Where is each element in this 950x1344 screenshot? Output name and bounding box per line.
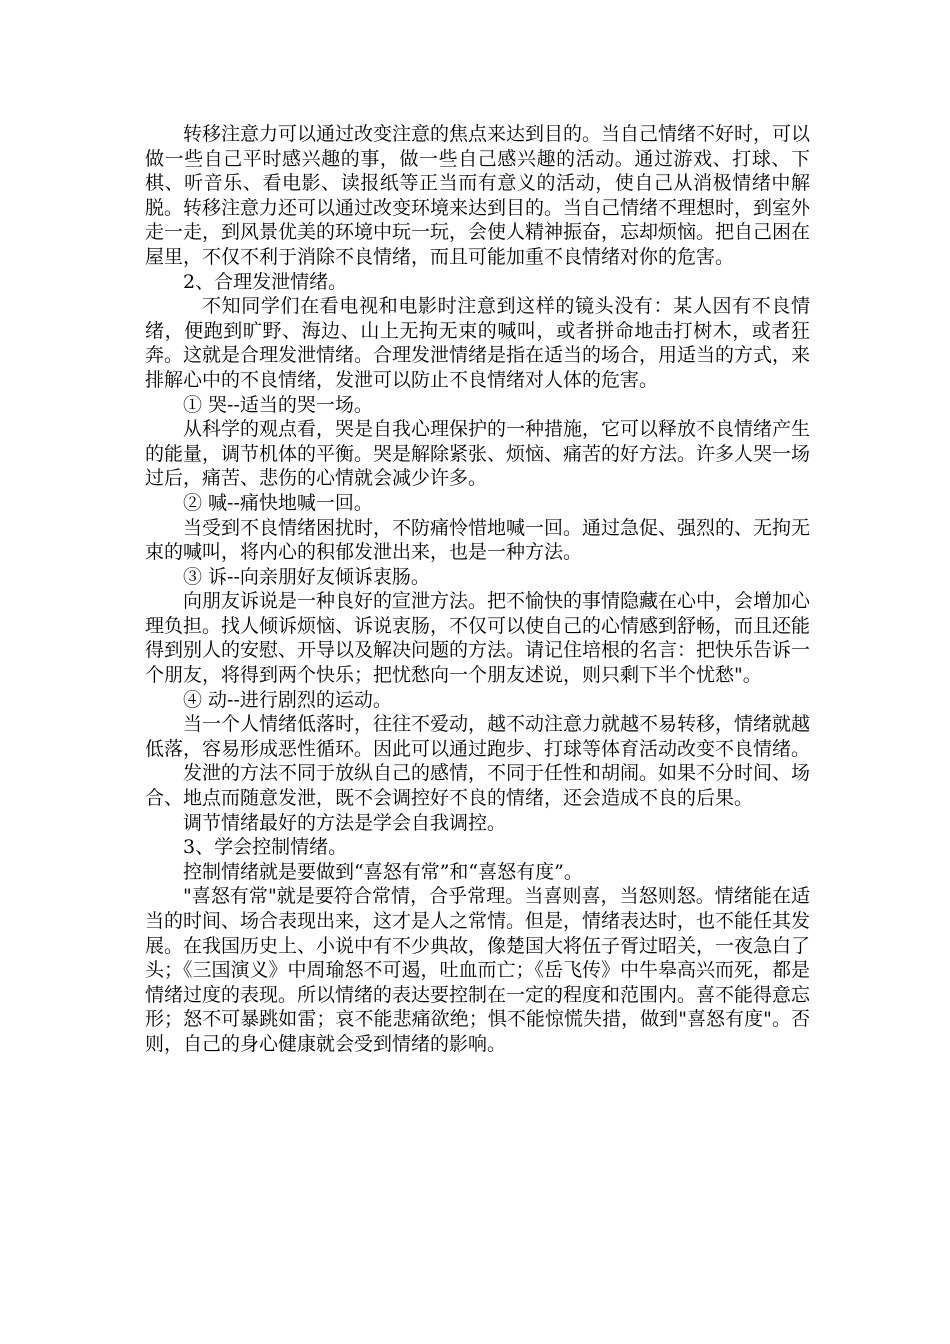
paragraph-attention-shift: 转移注意力可以通过改变注意的焦点来达到目的。当自己情绪不好时，可以做一些自己平时感兴趣的事，做一些自己感兴趣的活动。通过游戏、打球、下棋、听音乐、看电影、读报纸等正当而有意义的活动，使自己从消极情绪中解脱。转移注意力还可以通过改变环境来达到目的。当自己情绪不理想时，到室外走一走，到风景优美的环境中玩一玩，会使人精神振奋，忘却烦恼。把自己困在屋里，不仅不利于消除不良情绪，而且可能加重不良情绪对你的危害。: [145, 123, 811, 268]
list-item-exercise: ④ 动--进行剧烈的运动。: [183, 688, 392, 711]
list-item-confide: ③ 诉--向亲朋好友倾诉衷肠。: [183, 565, 430, 588]
paragraph-exercise: 当一个人情绪低落时，往往不爱动，越不动注意力就越不易转移，情绪就越低落，容易形成恶性循环。因此可以通过跑步、打球等体育活动改变不良情绪。: [145, 713, 811, 760]
paragraph-vent-intro: 不知同学们在看电视和电影时注意到这样的镜头没有：某人因有不良情绪，便跑到旷野、海边、山上无拘无束的喊叫，或者拼命地击打树木，或者狂奔。这就是合理发泄情绪。合理发泄情绪是指在适当的场合，用适当的方式，来排解心中的不良情绪，发泄可以防止不良情绪对人体的危害。: [145, 295, 811, 391]
section-heading-control: 3、学会控制情绪。: [183, 836, 348, 859]
paragraph-self-regulation: 调节情绪最好的方法是学会自我调控。: [183, 811, 507, 834]
section-heading-vent: 2、合理发泄情绪。: [183, 270, 348, 293]
paragraph-control-detail: "喜怒有常"就是要符合常情，合乎常理。当喜则喜，当怒则怒。情绪能在适当的时间、场合表现出来，这才是人之常情。但是，情绪表达时，也不能任其发展。在我国历史上、小说中有不少典故，像楚国大将伍子胥过昭关，一夜急白了头；《三国演义》中周瑜怒不可遏，吐血而亡；《岳飞传》中牛皋高兴而死，都是情绪过度的表现。所以情绪的表达要控制在一定的程度和范围内。喜不能得意忘形；怒不可暴跳如雷；哀不能悲痛欲绝；惧不能惊慌失措，做到"喜怒有度"。否则，自己的身心健康就会受到情绪的影响。: [145, 885, 811, 1055]
paragraph-confide: 向朋友诉说是一种良好的宣泄方法。把不愉快的事情隐藏在心中，会增加心理负担。找人倾诉烦恼、诉说衷肠，不仅可以使自己的心情感到舒畅，而且还能得到别人的安慰、开导以及解决问题的方法。请记住培根的名言：把快乐告诉一个朋友，将得到两个快乐；把忧愁向一个朋友述说，则只剩下半个忧愁"。: [145, 590, 811, 687]
document-body: [145, 122, 810, 1057]
paragraph-vent-caution: 发泄的方法不同于放纵自己的感情，不同于任性和胡闹。如果不分时间、场合、地点而随意发泄，既不会调控好不良的情绪，还会造成不良的后果。: [145, 762, 811, 810]
list-item-shout: ② 喊--痛快地喊一回。: [183, 491, 373, 514]
paragraph-shout: 当受到不良情绪困扰时，不防痛怜惜地喊一回。通过急促、强烈的、无拘无束的喊叫，将内心的积郁发泄出来，也是一种方法。: [145, 516, 811, 564]
list-item-cry: ① 哭--适当的哭一场。: [183, 393, 373, 416]
paragraph-cry: 从科学的观点看，哭是自我心理保护的一种措施，它可以释放不良情绪产生的能量，调节机体的平衡。哭是解除紧张、烦恼、痛苦的好方法。许多人哭一场过后，痛苦、悲伤的心情就会减少许多。: [145, 418, 811, 490]
paragraph-control-intro: 控制情绪就是要做到“喜怒有常”和“喜怒有度”。: [183, 860, 583, 883]
